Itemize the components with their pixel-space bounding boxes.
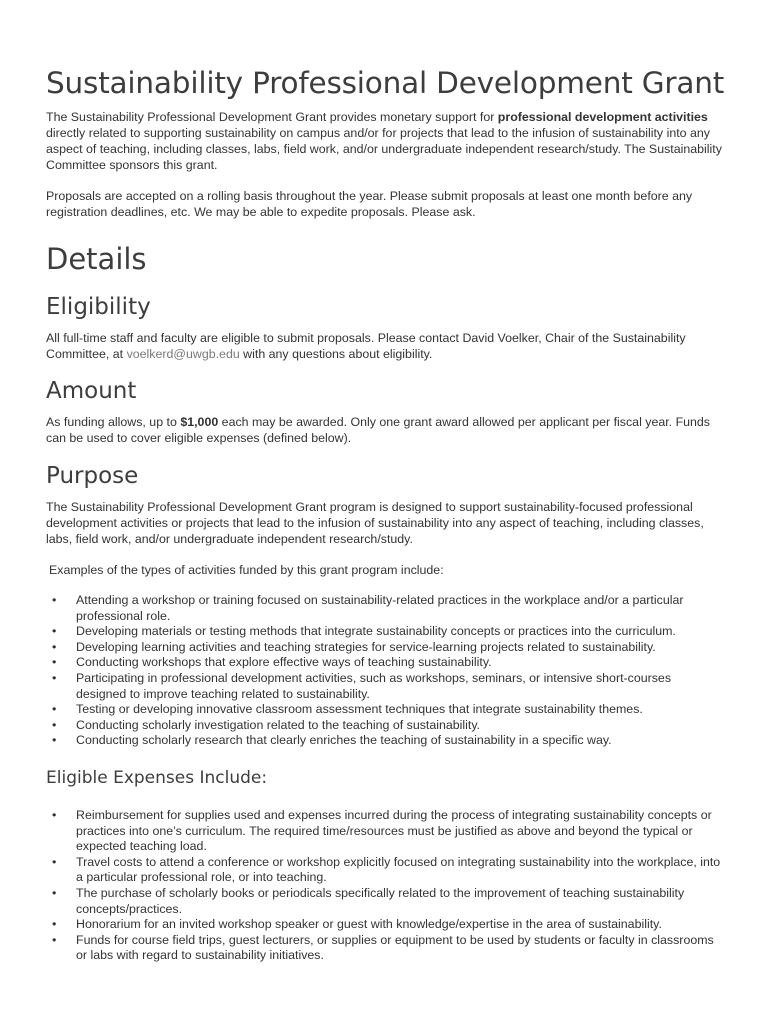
eligibility-text-2: with any questions about eligibility. xyxy=(239,347,433,361)
eligible-expenses-heading: Eligible Expenses Include: xyxy=(46,767,268,788)
list-item: • Travel costs to attend a conference or workshop explicitly focused on integrating sustainability into the workplace, into a particular professional role, or into teaching. xyxy=(76,855,724,886)
amount-value: $1,000 xyxy=(180,415,219,429)
purpose-paragraph: The Sustainability Professional Development Grant program is designed to support sustainability-focused professional development activities or projects that lead to the infusion of sustainability into any aspect of teaching, including classes, labs, field work, and/or undergraduate independent research/study. xyxy=(46,500,704,546)
intro-text-2: directly related to supporting sustainability on campus and/or for projects that lead to the infusion of sustainability into any aspect of teaching, including classes, labs, field work, and/or undergraduate independent research/study. The Sustainability Committee sponsors this grant. xyxy=(46,126,722,172)
rolling-basis-paragraph: Proposals are accepted on a rolling basis throughout the year. Please submit proposals at least one month before any registration deadlines, etc. We may be able to expedite proposals. Please ask. xyxy=(46,189,693,219)
activities-list xyxy=(46,593,724,749)
list-item: • Conducting scholarly investigation related to the teaching of sustainability. xyxy=(76,718,724,734)
list-item: • Reimbursement for supplies used and expenses incurred during the process of integrating sustainability concepts or practices into one’s curriculum. The required time/resources must be justified as above and beyond the typical or expected teaching load. xyxy=(76,808,724,855)
list-item: • Conducting workshops that explore effective ways of teaching sustainability. xyxy=(76,655,724,671)
eligibility-text-1: All full-time staff and faculty are eligible to submit proposals. Please contact David Voelker, Chair of the Sustainability Committee, at xyxy=(46,331,686,361)
details-heading: Details xyxy=(46,242,147,276)
contact-email-link[interactable]: voelkerd@uwgb.edu xyxy=(126,347,240,361)
amount-text-2: each may be awarded. Only one grant award allowed per applicant per fiscal year. Funds can be used to cover eligible expenses (defined below). xyxy=(46,415,711,445)
list-item: • Developing materials or testing methods that integrate sustainability concepts or practices into the curriculum. xyxy=(76,624,724,640)
eligibility-heading: Eligibility xyxy=(46,294,151,320)
list-item: • Participating in professional development activities, such as workshops, seminars, or intensive short-courses designed to improve teaching related to sustainability. xyxy=(76,671,724,702)
amount-heading: Amount xyxy=(46,378,137,404)
page-title: Sustainability Professional Development Grant xyxy=(46,66,725,100)
amount-text-1: As funding allows, up to xyxy=(46,415,181,429)
list-item: • Attending a workshop or training focused on sustainability-related practices in the workplace and/or a particular professional role. xyxy=(76,593,724,624)
list-item: • Developing learning activities and teaching strategies for service-learning projects related to sustainability. xyxy=(76,640,724,656)
intro-paragraph xyxy=(46,109,724,173)
amount-paragraph xyxy=(46,414,724,446)
expenses-list xyxy=(46,808,724,964)
list-item: • Testing or developing innovative classroom assessment techniques that integrate sustainability themes. xyxy=(76,702,724,718)
intro-text-1: The Sustainability Professional Development Grant provides monetary support for xyxy=(46,110,498,124)
list-item: • Funds for course field trips, guest lecturers, or supplies or equipment to be used by students or faculty in classrooms or labs with regard to sustainability initiatives. xyxy=(76,933,724,964)
eligibility-paragraph xyxy=(46,330,724,362)
list-item: • Conducting scholarly research that clearly enriches the teaching of sustainability in a specific way. xyxy=(76,733,724,749)
examples-intro: Examples of the types of activities funded by this grant program include: xyxy=(49,563,444,577)
list-item: • The purchase of scholarly books or periodicals specifically related to the improvement of teaching sustainability concepts/practices. xyxy=(76,886,724,917)
list-item: • Honorarium for an invited workshop speaker or guest with knowledge/expertise in the area of sustainability. xyxy=(76,917,724,933)
intro-bold-text: professional development activities xyxy=(497,110,708,124)
purpose-heading: Purpose xyxy=(46,463,139,489)
